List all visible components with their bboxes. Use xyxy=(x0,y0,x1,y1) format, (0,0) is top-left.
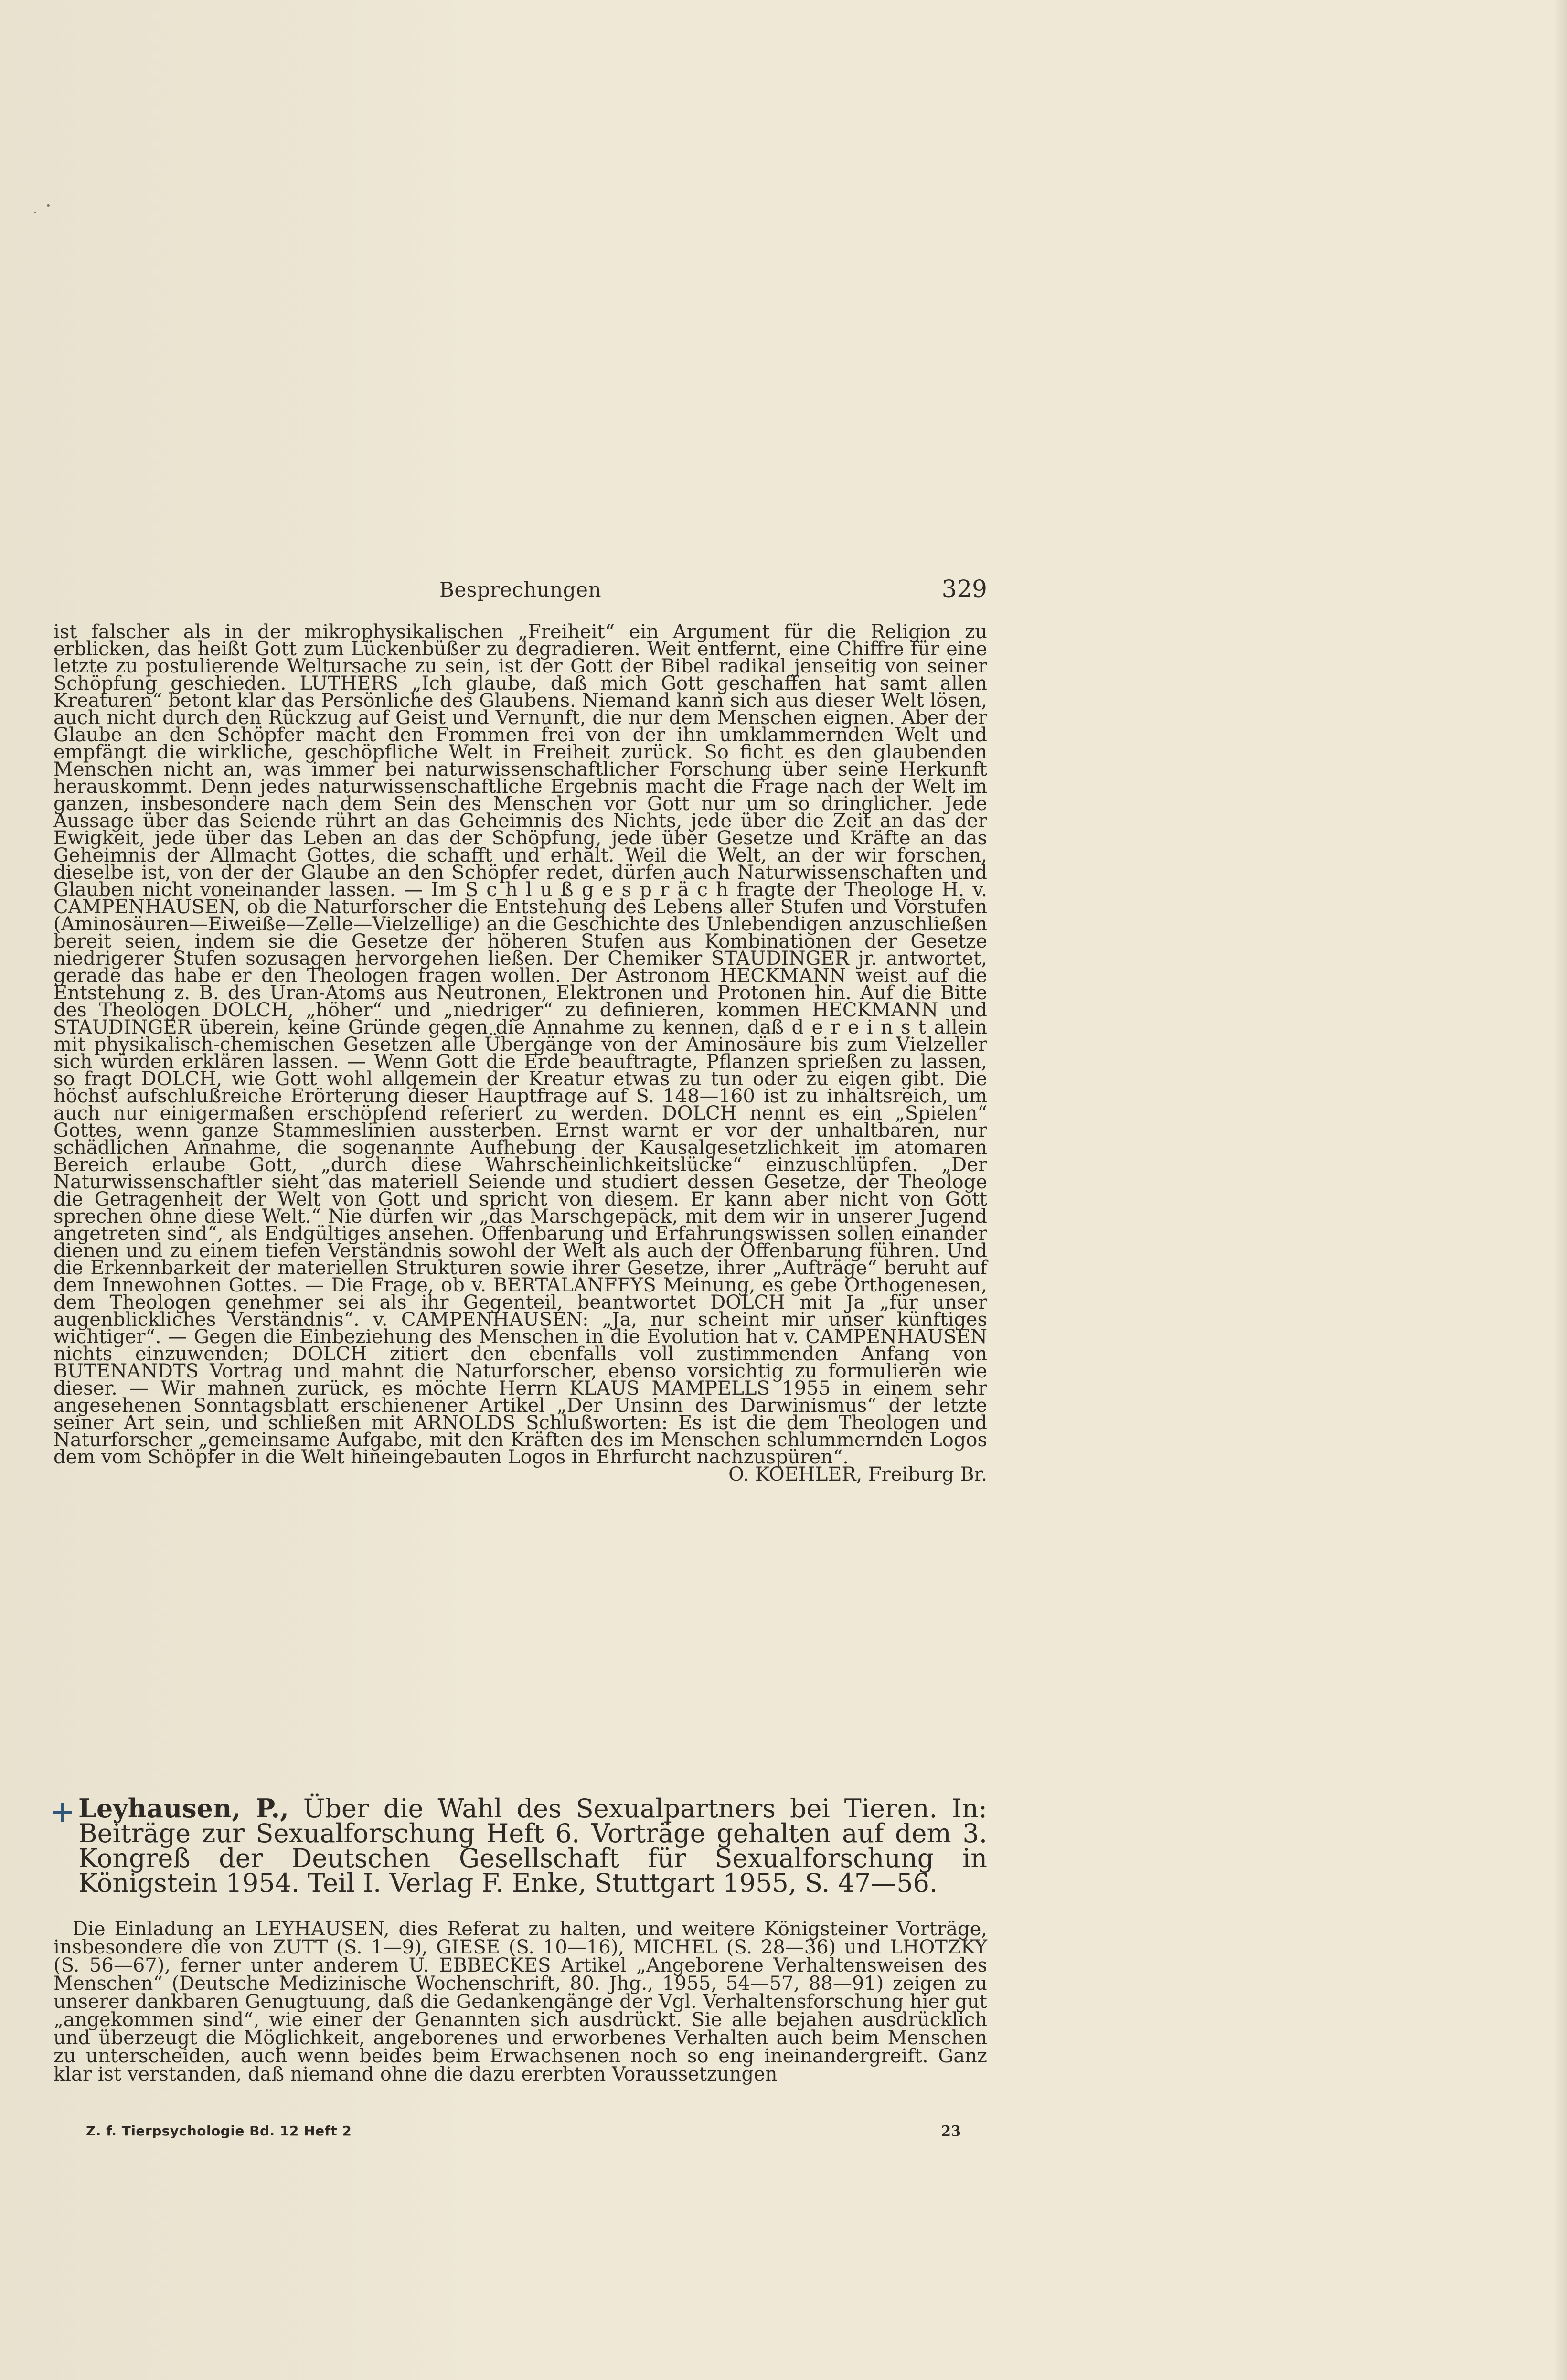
sheet-signature-number: 23 xyxy=(941,2123,961,2140)
review-paragraph: Die Einladung an LEYHAUSEN, dies Referat zu halten, und weitere Königsteiner Vorträge, insbesondere die von ZUTT (S. 1—9), GIESE (S. 10—16), MICHEL (S. 28—36) und LHOTZKY (S. 56—67), ferner unter anderem U. EBBECKES Artikel „Angeborene Verhaltensweisen des Menschen“ (Deutsche Medizinische Wochenschrift, 80. Jhg., 1955, 54—57, 88—91) zeigen zu unserer dankbaren Genugtuung, daß die Gedankengänge der Vgl. Verhaltensforschung hier gut „angekommen sind“, wie einer der Genannten sich ausdrückt. Sie alle bejahen ausdrücklich und überzeugt die Möglichkeit, angeborenes und erworbenes Verhalten auch beim Menschen zu unterscheiden, auch wenn beides beim Erwachsenen noch so eng ineinandergreift. Ganz klar ist verstanden, daß niemand ohne die dazu ererbten Voraussetzungen xyxy=(53,1918,987,2085)
handwritten-cross-mark-icon: + xyxy=(50,1794,75,1830)
page-number: 329 xyxy=(941,575,987,603)
citation-block xyxy=(50,1793,987,1898)
running-header xyxy=(53,573,987,611)
journal-footer: Z. f. Tierpsychologie Bd. 12 Heft 2 xyxy=(86,2123,352,2139)
page-edge-shadow xyxy=(1554,0,1567,2380)
dust-speck xyxy=(47,204,50,207)
citation-author: Leyhausen, P., xyxy=(78,1793,289,1824)
review-paragraph: ist falscher als in der mikrophysikalischen „Freiheit“ ein Argument für die Religion zu erblicken, das heißt Gott zum Lückenbüßer zu degradieren. Weit entfernt, eine Chiffre für eine letzte zu postulierende Weltursache zu sein, ist der Gott der Bibel radikal jenseitig von seiner Schöpfung geschieden. LUTHERS „Ich glaube, daß mich Gott geschaffen hat samt allen Kreaturen“ betont klar das Persönliche des Glaubens. Niemand kann sich aus dieser Welt lösen, auch nicht durch den Rückzug auf Geist und Vernunft, die nur dem Menschen eignen. Aber der Glaube an den Schöpfer macht den Frommen frei von der ihn umklammernden Welt und empfängt die wirkliche, geschöpfliche Welt in Freiheit zurück. So ficht es den glaubenden Menschen nicht an, was immer bei naturwissenschaftlicher Forschung über seine Herkunft herauskommt. Denn jedes naturwissenschaftliche Ergebnis macht die Frage nach der Welt im ganzen, insbesondere nach dem Sein des Menschen vor Gott nur um so dringlicher. Jede Aussage über das Seiende rührt an das Geheimnis des Nichts, jede über die Zeit an das der Ewigkeit, jede über das Leben an das der Schöpfung, jede über Gesetze und Kräfte an das Geheimnis der Allmacht Gottes, die schafft und erhält. Weil die Welt, an der wir forschen, dieselbe ist, von der der Glaube an den Schöpfer redet, dürfen auch Naturwissenschaften und Glauben nicht voneinander lassen. — Im S c h l u ß g e s p r ä c h fragte der Theologe H. v. CAMPENHAUSEN, ob die Naturforscher die Entstehung des Lebens aller Stufen und Vorstufen (Aminosäuren—Eiweiße—Zelle—Vielzellige) an die Geschichte des Unlebendigen anzuschließen bereit seien, indem sie die Gesetze der höheren Stufen aus Kombinationen der Gesetze niedrigerer Stufen sozusagen hervorgehen ließen. Der Chemiker STAUDINGER jr. antwortet, gerade das habe er den Theologen fragen wollen. Der Astronom HECKMANN weist auf die Entstehung z. B. des Uran-Atoms aus Neutronen, Elektronen und Protonen hin. Auf die Bitte des Theologen DOLCH, „höher“ und „niedriger“ zu definieren, kommen HECKMANN und STAUDINGER überein, keine Gründe gegen die Annahme zu kennen, daß d e r e i n s t allein mit physikalisch-chemischen Gesetzen alle Übergänge von der Aminosäure bis zum Vielzeller sich würden erklären lassen. — Wenn Gott die Erde beauftragte, Pflanzen sprießen zu lassen, so fragt DOLCH, wie Gott wohl allgemein der Kreatur etwas zu tun oder zu eigen gibt. Die höchst aufschlußreiche Erörterung dieser Hauptfrage auf S. 148—160 ist zu inhaltsreich, um auch nur einigermaßen erschöpfend referiert zu werden. DOLCH nennt es ein „Spielen“ Gottes, wenn ganze Stammeslinien aussterben. Ernst warnt er vor der unhaltbaren, nur schädlichen Annahme, die sogenannte Aufhebung der Kausalgesetzlichkeit im atomaren Bereich erlaube Gott, „durch diese Wahrscheinlichkeitslücke“ einzuschlüpfen. „Der Naturwissenschaftler sieht das materiell Seiende und studiert dessen Gesetze, der Theologe die Getragenheit der Welt von Gott und spricht von diesem. Er kann aber nicht von Gott sprechen ohne diese Welt.“ Nie dürfen wir „das Marschgepäck, mit dem wir in unserer Jugend angetreten sind“, als Endgültiges ansehen. Offenbarung und Erfahrungswissen sollen einander dienen und zu einem tiefen Verständnis sowohl der Welt als auch der Offenbarung führen. Und die Erkennbarkeit der materiellen Strukturen sowie ihrer Gesetze, ihrer „Aufträge“ beruht auf dem Innewohnen Gottes. — Die Frage, ob v. BERTALANFFYS Meinung, es gebe Orthogenesen, dem Theologen genehmer sei als ihr Gegenteil, beantwortet DOLCH mit Ja „für unser augenblickliches Verständnis“. v. CAMPENHAUSEN: „Ja, nur scheint mir unser künftiges wichtiger“. — Gegen die Einbeziehung des Menschen in die Evolution hat v. CAMPENHAUSEN nichts einzuwenden; DOLCH zitiert den ebenfalls voll zustimmenden Anfang von BUTENANDTS Vortrag und mahnt die Naturforscher, ebenso vorsichtig zu formulieren wie dieser. — Wir mahnen zurück, es möchte Herrn KLAUS MAMPELLS 1955 in einem sehr angesehenen Sonntagsblatt erschienener Artikel „Der Unsinn des Darwinismus“ der letzte seiner Art sein, und schließen mit ARNOLDS Schlußworten: Es ist die dem Theologen und Naturforscher „gemeinsame Aufgabe, mit den Kräften des im Menschen schlummernden Logos dem vom Schöpfer in die Welt hineingebauten Logos in Ehrfurcht nachzuspüren“. xyxy=(53,621,987,1468)
section-title: Besprechungen xyxy=(439,578,602,601)
reviewer-signature: O. KOEHLER, Freiburg Br. xyxy=(728,1463,987,1485)
page-footer xyxy=(53,2123,987,2147)
citation-title: Über die Wahl des Sexualpartners bei Tieren. In: Beiträge zur Sexualforschung Heft 6. Vorträge gehalten auf dem 3. Kongreß der Deutschen Gesellschaft für Sexualforschung in Königstein 1954. Teil I. Verlag F. Enke, Stuttgart 1955, S. 47—56. xyxy=(78,1793,987,1898)
citation-text xyxy=(53,1793,987,1898)
review-text-koehler xyxy=(53,623,987,1483)
review-text-leyhausen xyxy=(53,1920,987,2083)
dust-speck xyxy=(34,212,36,213)
